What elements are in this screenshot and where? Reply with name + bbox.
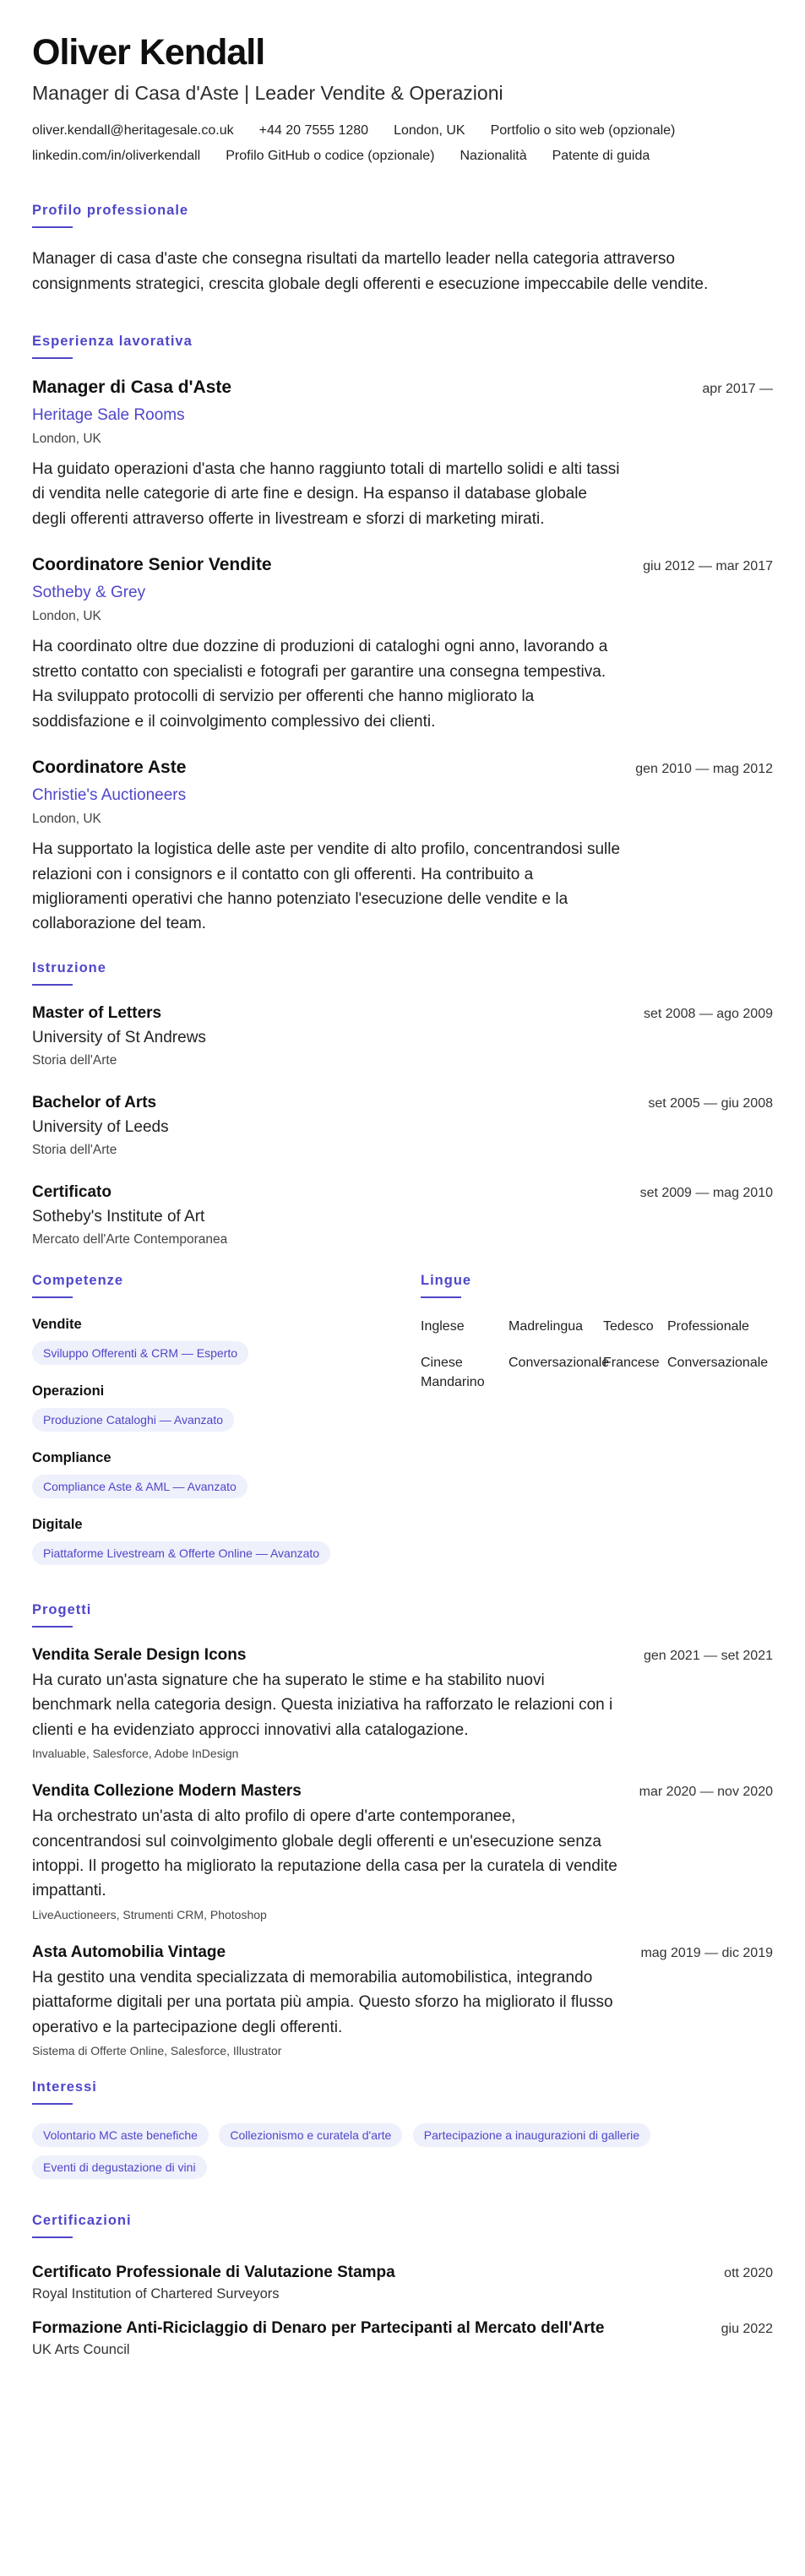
contact-location: London, UK bbox=[394, 123, 465, 139]
job-dates: gen 2010 — mag 2012 bbox=[635, 762, 773, 777]
education-item bbox=[32, 1183, 773, 1247]
section-divider bbox=[32, 357, 73, 359]
section-title: Esperienza lavorativa bbox=[32, 334, 193, 350]
projects-section bbox=[32, 1602, 773, 2057]
field-of-study: Storia dell'Arte bbox=[32, 1142, 117, 1157]
profile-summary: Manager di casa d'aste che consegna risultati da martello leader nella categoria attraverso consignments strategici, crescita globale degli offerenti e esecuzione impeccabile delle vendite. bbox=[32, 250, 709, 293]
section-title: Progetti bbox=[32, 1601, 92, 1617]
job-location: London, UK bbox=[32, 432, 101, 447]
skill-category: Digitale bbox=[32, 1516, 83, 1532]
skill-tag: Piattaforme Livestream & Offerte Online — Avanzato bbox=[32, 1541, 330, 1565]
skills-section bbox=[32, 1273, 421, 1565]
experience-item bbox=[32, 758, 773, 937]
certifications-section bbox=[32, 2213, 773, 2358]
language-name: Inglese bbox=[421, 1318, 465, 1334]
section-divider bbox=[32, 1626, 73, 1628]
field-of-study: Mercato dell'Arte Contemporanea bbox=[32, 1231, 228, 1247]
degree-title: Certificato bbox=[32, 1182, 112, 1201]
experience-item bbox=[32, 555, 773, 734]
job-location: London, UK bbox=[32, 812, 101, 827]
section-divider bbox=[32, 2103, 73, 2105]
contact-email[interactable]: oliver.kendall@heritagesale.co.uk bbox=[32, 123, 234, 139]
project-tools: LiveAuctioneers, Strumenti CRM, Photoshop bbox=[32, 1907, 267, 1921]
job-description: Ha supportato la logistica delle aste per vendite di alto profilo, concentrandosi sulle relazioni con i consignors e il contatto con gli offerenti. Ha contribuito a miglioramenti operativi che hanno potenziato l'esecuzione delle vendite e la collaborazione del team. bbox=[32, 840, 621, 933]
project-title: Asta Automobilia Vintage bbox=[32, 1943, 226, 1961]
project-item bbox=[32, 1646, 773, 1760]
languages-section bbox=[421, 1273, 773, 1565]
school-name: Sotheby's Institute of Art bbox=[32, 1207, 205, 1226]
certification-date: giu 2022 bbox=[721, 2322, 773, 2337]
profile-section bbox=[32, 203, 773, 296]
company-name: Sotheby & Grey bbox=[32, 584, 146, 602]
contact-nationality: Nazionalità bbox=[460, 149, 527, 164]
school-name: University of Leeds bbox=[32, 1117, 169, 1136]
certification-title: Formazione Anti-Riciclaggio di Denaro per Partecipanti al Mercato dell'Arte bbox=[32, 2319, 605, 2338]
section-title: Istruzione bbox=[32, 959, 106, 976]
section-divider bbox=[421, 1296, 461, 1298]
language-level: Madrelingua bbox=[509, 1318, 584, 1334]
job-location: London, UK bbox=[32, 609, 101, 624]
job-title: Manager di Casa d'Aste bbox=[32, 378, 232, 398]
contact-list bbox=[32, 123, 733, 164]
project-dates: gen 2021 — set 2021 bbox=[643, 1648, 773, 1663]
interest-tag: Eventi di degustazione di vini bbox=[32, 2155, 207, 2179]
section-divider bbox=[32, 1296, 73, 1298]
education-item bbox=[32, 1094, 773, 1158]
skill-category: Compliance bbox=[32, 1449, 112, 1465]
skill-tag: Produzione Cataloghi — Avanzato bbox=[32, 1408, 234, 1432]
language-level: Conversazionale bbox=[509, 1356, 610, 1371]
job-description: Ha coordinato oltre due dozzine di produzioni di cataloghi ogni anno, lavorando a stretto contatto con specialisti e fotografi per garantire una consegna tempestiva. Ha sviluppato protocolli di servizio per offerenti che hanno migliorato la soddisfazione e il coinvolgimento complessivo dei clienti. bbox=[32, 638, 608, 731]
interest-tag: Volontario MC aste benefiche bbox=[32, 2123, 209, 2147]
job-dates: giu 2012 — mar 2017 bbox=[643, 559, 773, 574]
interest-tag: Partecipazione a inaugurazioni di gallerie bbox=[413, 2123, 650, 2147]
certification-item bbox=[32, 2319, 773, 2358]
section-divider bbox=[32, 984, 73, 986]
contact-phone[interactable]: +44 20 7555 1280 bbox=[258, 123, 369, 139]
experience-section bbox=[32, 334, 773, 937]
skill-category: Vendite bbox=[32, 1316, 82, 1332]
certification-issuer: UK Arts Council bbox=[32, 2342, 130, 2358]
section-title: Interessi bbox=[32, 2079, 97, 2095]
contact-github[interactable]: Profilo GitHub o codice (opzionale) bbox=[226, 149, 435, 164]
project-dates: mar 2020 — nov 2020 bbox=[639, 1785, 773, 1800]
section-title: Competenze bbox=[32, 1272, 124, 1288]
language-level: Conversazionale bbox=[667, 1356, 769, 1371]
skill-tag: Compliance Aste & AML — Avanzato bbox=[32, 1475, 247, 1498]
degree-title: Bachelor of Arts bbox=[32, 1093, 157, 1111]
candidate-name: Oliver Kendall bbox=[32, 32, 265, 73]
language-level: Professionale bbox=[667, 1318, 749, 1334]
contact-driving-license: Patente di guida bbox=[552, 149, 650, 164]
experience-item bbox=[32, 378, 773, 531]
education-dates: set 2008 — ago 2009 bbox=[643, 1006, 773, 1021]
certification-date: ott 2020 bbox=[724, 2266, 773, 2281]
language-row bbox=[421, 1353, 773, 1392]
resume-header bbox=[32, 34, 773, 164]
interest-tag: Collezionismo e curatela d'arte bbox=[219, 2123, 402, 2147]
skills-languages-row bbox=[32, 1273, 773, 1565]
job-description: Ha guidato operazioni d'asta che hanno raggiunto totali di martello solidi e alti tassi di vendita nelle categorie di arte fine e design. Ha espanso il database globale degli offerenti attraverso offerte in livestream e sforzi di marketing mirati. bbox=[32, 460, 620, 528]
certification-title: Certificato Professionale di Valutazione Stampa bbox=[32, 2264, 395, 2282]
job-title: Coordinatore Aste bbox=[32, 758, 187, 778]
certification-item bbox=[32, 2264, 773, 2302]
language-name: Tedesco bbox=[603, 1318, 654, 1334]
project-item bbox=[32, 1943, 773, 2057]
job-title: Coordinatore Senior Vendite bbox=[32, 555, 272, 575]
project-title: Vendita Collezione Modern Masters bbox=[32, 1782, 302, 1801]
degree-title: Master of Letters bbox=[32, 1003, 162, 1022]
section-divider bbox=[32, 2236, 73, 2238]
project-item bbox=[32, 1782, 773, 1921]
education-dates: set 2005 — giu 2008 bbox=[648, 1095, 773, 1111]
job-dates: apr 2017 — bbox=[702, 382, 773, 397]
language-name: Francese bbox=[603, 1356, 660, 1371]
language-row bbox=[421, 1317, 773, 1336]
education-item bbox=[32, 1004, 773, 1068]
project-title: Vendita Serale Design Icons bbox=[32, 1645, 247, 1664]
project-description: Ha orchestrato un'asta di alto profilo di opere d'arte contemporanee, concentrandosi sul coinvolgimento globale degli offerenti e un'esecuzione senza intoppi. Il progetto ha migliorato la reputazione della casa per la curatela di vendite impattanti. bbox=[32, 1807, 617, 1900]
section-title: Profilo professionale bbox=[32, 203, 189, 219]
section-divider bbox=[32, 226, 73, 228]
company-name: Heritage Sale Rooms bbox=[32, 406, 185, 425]
project-dates: mag 2019 — dic 2019 bbox=[640, 1945, 773, 1960]
field-of-study: Storia dell'Arte bbox=[32, 1052, 117, 1068]
language-name: Cinese Mandarino bbox=[421, 1356, 485, 1390]
company-name: Christie's Auctioneers bbox=[32, 786, 187, 805]
skill-tag: Sviluppo Offerenti & CRM — Esperto bbox=[32, 1341, 248, 1365]
headline: Manager di Casa d'Aste | Leader Vendite & Operazioni bbox=[32, 82, 503, 105]
education-section bbox=[32, 960, 773, 1247]
project-tools: Invaluable, Salesforce, Adobe InDesign bbox=[32, 1747, 239, 1761]
project-description: Ha gestito una vendita specializzata di memorabilia automobilistica, integrando piattaforme digitali per una portata più ampia. Questo sforzo ha migliorato il flusso operativo e la partecipazione degli offerenti. bbox=[32, 1968, 613, 2036]
certification-issuer: Royal Institution of Chartered Surveyors bbox=[32, 2286, 280, 2302]
section-title: Certificazioni bbox=[32, 2213, 132, 2229]
section-title: Lingue bbox=[421, 1272, 472, 1288]
education-dates: set 2009 — mag 2010 bbox=[639, 1185, 773, 1200]
contact-linkedin[interactable]: linkedin.com/in/oliverkendall bbox=[32, 149, 201, 164]
project-description: Ha curato un'asta signature che ha superato le stime e ha stabilito nuovi benchmark nella categoria design. Questa iniziativa ha rafforzato le relazioni con i clienti e ha evidenziato approcci innovativi alla catalogazione. bbox=[32, 1671, 613, 1739]
interests-section bbox=[32, 2079, 773, 2179]
contact-portfolio[interactable]: Portfolio o sito web (opzionale) bbox=[490, 123, 676, 139]
project-tools: Sistema di Offerte Online, Salesforce, Illustrator bbox=[32, 2044, 282, 2058]
skill-category: Operazioni bbox=[32, 1383, 105, 1399]
school-name: University of St Andrews bbox=[32, 1028, 206, 1046]
